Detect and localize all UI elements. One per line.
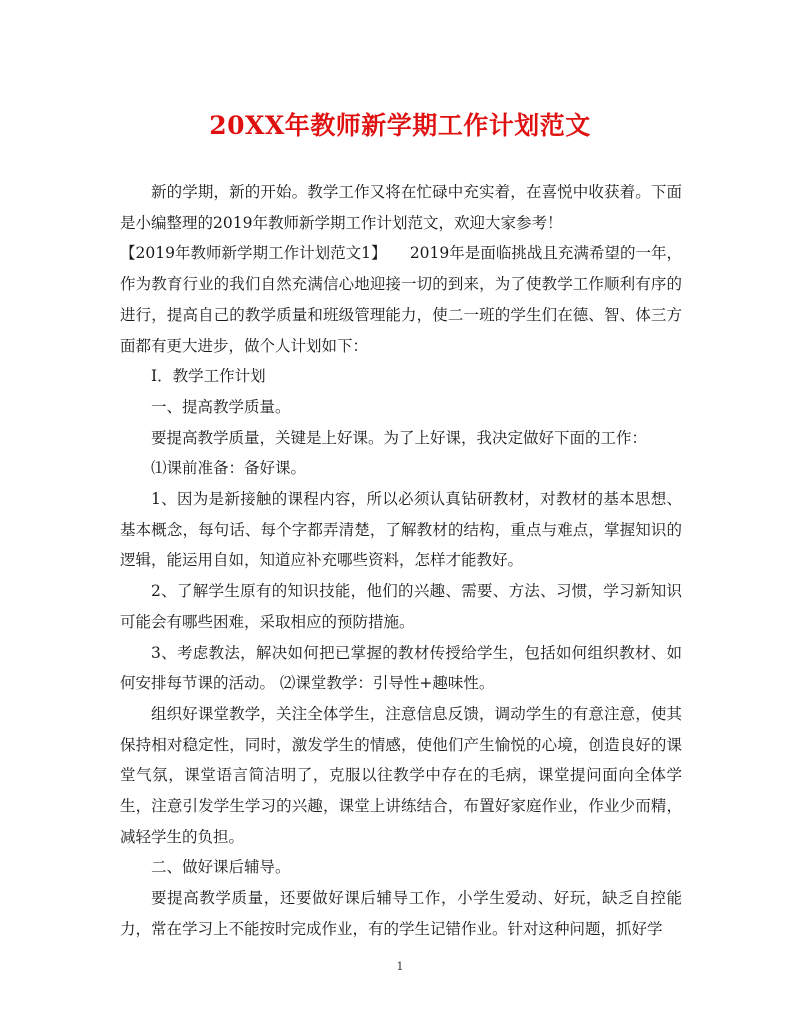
paragraph: 要提高教学质量，还要做好课后辅导工作，小学生爱动、好玩，缺乏自控能力，常在学习上不能按时完成作业，有的学生记错作业。针对这种问题，抓好学 bbox=[120, 889, 682, 938]
paragraph: 1、因为是新接触的课程内容，所以必须认真钻研教材，对教材的基本思想、基本概念，每句话、每个字都弄清楚，了解教材的结构，重点与难点，掌握知识的逻辑，能运用自如，知道应补充哪些资料，怎样才能教好。 bbox=[120, 490, 682, 570]
paragraph: 组织好课堂教学，关注全体学生，注意信息反馈，调动学生的有意注意，使其保持相对稳定性，同时，激发学生的情感，使他们产生愉悦的心境，创造良好的课堂气氛，课堂语言简洁明了，克服以往教学中存在的毛病，课堂提问面向全体学生，注意引发学生学习的兴趣，课堂上讲练结合，布置好家庭作业，作业少而精，减轻学生的负担。 bbox=[120, 704, 682, 846]
paragraph: ⑴课前准备：备好课。 bbox=[151, 459, 307, 478]
paragraph: I．教学工作计划 bbox=[151, 367, 266, 386]
paragraph: 一、提高教学质量。 bbox=[151, 397, 291, 416]
document-body bbox=[120, 177, 682, 945]
document-title: 20XX年教师新学期工作计划范文 bbox=[209, 111, 591, 140]
paragraph: 二、做好课后辅导。 bbox=[151, 858, 291, 877]
paragraph: 要提高教学质量，关键是上好课。为了上好课，我决定做好下面的工作： bbox=[151, 428, 648, 447]
paragraph: 3、考虑教法，解决如何把已掌握的教材传授给学生，包括如何组织教材、如何安排每节课的活动。 ⑵课堂教学：引导性+趣味性。 bbox=[120, 643, 682, 693]
paragraph: 【2019年教师新学期工作计划范文1】 2019年是面临挑战且充满希望的一年，作为教育行业的我们自然充满信心地迎接一切的到来，为了使教学工作顺利有序的进行，提高自己的教学质量和班级管理能力，使二一班的学生们在德、智、体三方面都有更大进步，做个人计划如下： bbox=[120, 244, 682, 355]
paragraph: 2、了解学生原有的知识技能，他们的兴趣、需要、方法、习惯，学习新知识可能会有哪些困难，采取相应的预防措施。 bbox=[120, 582, 682, 631]
page-number: 1 bbox=[396, 960, 404, 973]
paragraph: 新的学期，新的开始。教学工作又将在忙碌中充实着，在喜悦中收获着。下面是小编整理的2019年教师新学期工作计划范文，欢迎大家参考！ bbox=[120, 183, 682, 232]
